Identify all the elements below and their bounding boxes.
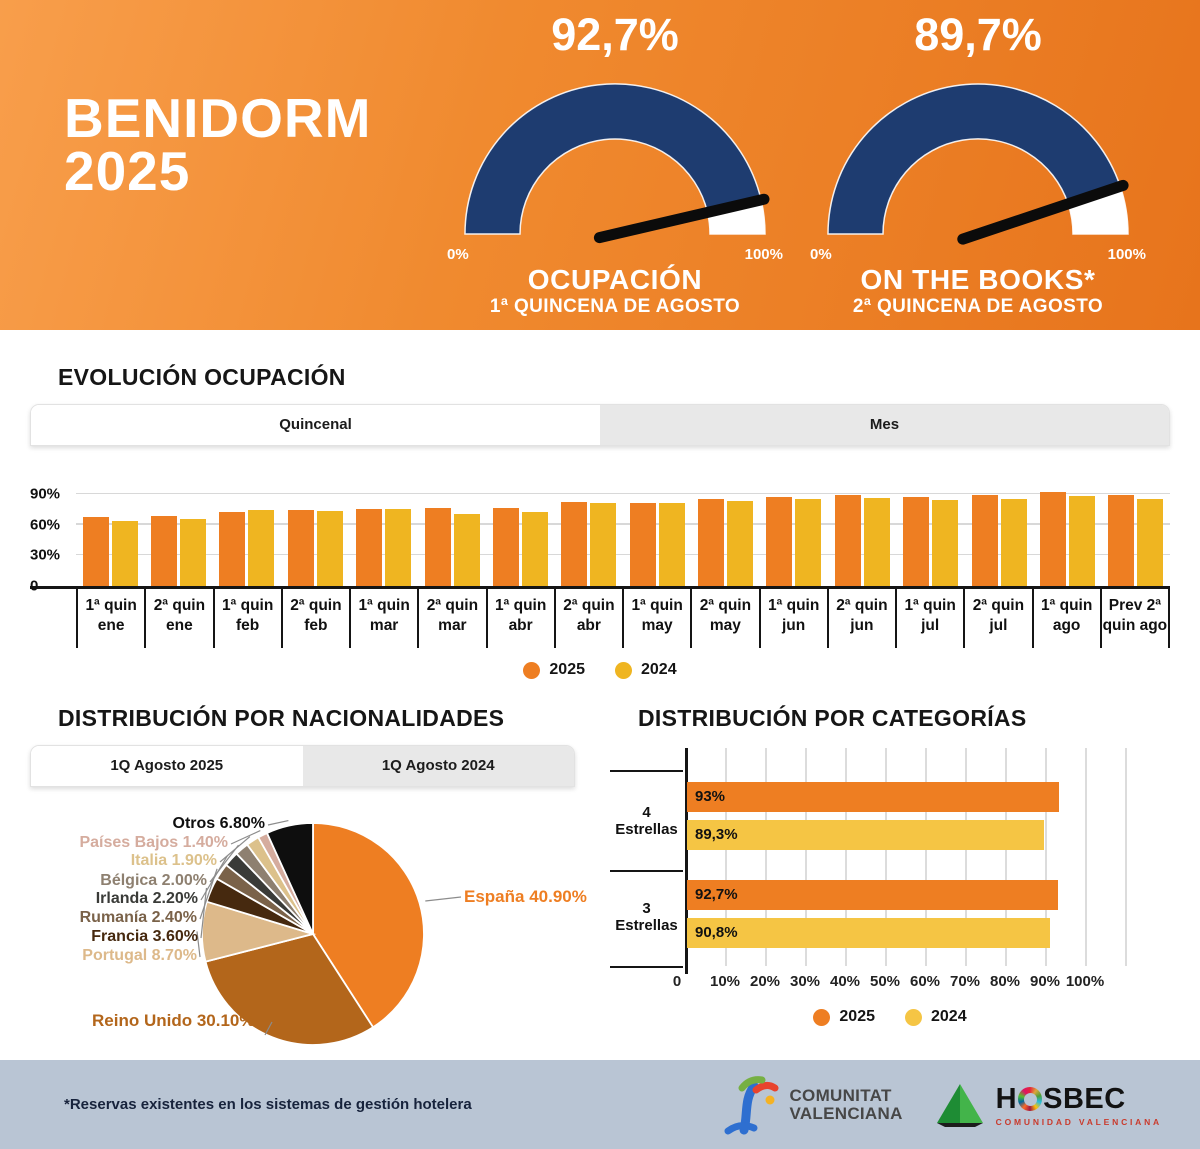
page-title <box>64 87 372 203</box>
bar-2025-2ª-quin-abr <box>561 502 587 586</box>
evolution-title: EVOLUCIÓN OCUPACIÓN <box>58 364 346 390</box>
bar-group <box>144 516 212 586</box>
hosbec-subtext: COMUNIDAD VALENCIANA <box>995 1116 1162 1127</box>
x-axis-tick-label: 10% <box>709 973 741 991</box>
bar-group <box>350 509 418 587</box>
quincenal-plot <box>30 480 1170 595</box>
bar-2025-2ª-quin-mar <box>425 508 451 587</box>
bar-group <box>555 502 623 586</box>
comunitat-valenciana-logo <box>720 1074 902 1136</box>
hbar-2025-3-estrellas: 92,7% <box>687 880 1058 910</box>
bar-2025-1ª-quin-may <box>630 503 656 586</box>
bar-group <box>897 497 965 586</box>
y-axis-tick-label: 0 <box>30 577 39 595</box>
legend-dot-2025 <box>813 1009 830 1026</box>
x-axis-category-label: 1ª quin ago <box>1032 589 1100 648</box>
x-axis-tick-label: 0 <box>672 973 682 991</box>
page-title-line2: 2025 <box>64 140 191 203</box>
bar-2025-2ª-quin-feb <box>288 510 314 586</box>
legend-label-2025: 2025 <box>549 661 585 679</box>
hosbec-logo <box>933 1082 1162 1128</box>
categories-plot <box>610 748 1130 966</box>
bar-2025-2ª-quin-may <box>698 499 724 586</box>
tab-1q-agosto-2025[interactable]: 1Q Agosto 2025 <box>31 746 303 786</box>
bar-group <box>691 499 759 586</box>
bar-group <box>213 510 281 586</box>
bar-2024-1ª-quin-mar <box>385 509 411 587</box>
pie-label-reino-unido: Reino Unido 30.10% <box>92 1011 255 1031</box>
legend-dot-2024 <box>905 1009 922 1026</box>
x-axis-tick-label: 20% <box>749 973 781 991</box>
legend-label-2024: 2024 <box>641 661 677 679</box>
x-axis-category-label: 2ª quin jun <box>827 589 895 648</box>
x-axis-tick-label: 40% <box>829 973 861 991</box>
category-label-3-estrellas: 3 Estrellas <box>610 868 683 968</box>
gauge-scale <box>445 246 785 263</box>
y-axis-tick-label: 90% <box>30 485 61 503</box>
categories-xticks <box>610 971 1130 995</box>
bar-group <box>760 497 828 586</box>
x-axis-category-label: 2ª quin abr <box>554 589 622 648</box>
legend-dot-2025 <box>523 662 540 679</box>
bar-2025-1ª-quin-jul <box>903 497 929 586</box>
bar-2025-1ª-quin-mar <box>356 509 382 587</box>
bar-2024-2ª-quin-jun <box>864 498 890 586</box>
bar-2024-Prev-2ª-quin-ago <box>1137 499 1163 586</box>
x-axis-tick-label: 70% <box>949 973 981 991</box>
cv-line1: COMUNITAT <box>789 1085 892 1105</box>
lower-section <box>0 705 1200 1055</box>
tab-mes[interactable]: Mes <box>600 405 1169 445</box>
bar-2024-1ª-quin-jun <box>795 499 821 586</box>
x-axis-category-label: 2ª quin jul <box>963 589 1031 648</box>
bar-2025-1ª-quin-jun <box>766 497 792 586</box>
gauge-ocupacion <box>445 10 785 318</box>
hosbec-text-part: SBEC <box>1043 1082 1126 1115</box>
y-axis-tick-label: 60% <box>30 516 61 534</box>
pie-label-irlanda: Irlanda 2.20% <box>95 890 198 908</box>
gauge-ocupacion-label: OCUPACIÓN <box>527 263 703 295</box>
pie-label-países-bajos: Países Bajos 1.40% <box>79 834 228 852</box>
legend-label-2024: 2024 <box>931 1008 967 1026</box>
x-axis-category-label: 1ª quin feb <box>213 589 281 648</box>
hbar-2024-3-estrellas: 90,8% <box>687 918 1050 948</box>
legend-item-2024 <box>905 1008 967 1026</box>
sdg-ring-icon <box>1018 1087 1042 1111</box>
hosbec-text-part: H <box>995 1082 1018 1115</box>
pie-label-rumanía: Rumanía 2.40% <box>79 909 197 927</box>
legend-item-2025 <box>523 661 585 679</box>
bar-group <box>281 510 349 586</box>
bar-2024-1ª-quin-feb <box>248 510 274 586</box>
gauge-min-label: 0% <box>810 245 832 263</box>
bar-group <box>965 495 1033 586</box>
legend-item-2025 <box>813 1008 875 1026</box>
x-axis-category-label: 1ª quin abr <box>486 589 554 648</box>
x-axis-category-label: 1ª quin jul <box>895 589 963 648</box>
pie-label-francia: Francia 3.60% <box>91 928 198 946</box>
legend-label-2025: 2025 <box>839 1008 875 1026</box>
bar-group <box>623 503 691 586</box>
x-axis-tick-label: 60% <box>909 973 941 991</box>
nationalities-title: DISTRIBUCIÓN POR NACIONALIDADES <box>58 705 505 732</box>
gauge-min-label: 0% <box>447 245 469 263</box>
nationalities-section <box>30 705 587 1055</box>
pie-label-portugal: Portugal 8.70% <box>82 947 197 965</box>
x-axis-tick-label: 50% <box>869 973 901 991</box>
bar-2024-1ª-quin-abr <box>522 512 548 586</box>
gauge-scale <box>808 246 1148 263</box>
bars-area <box>76 480 1170 586</box>
pie-label-italia: Italia 1.90% <box>130 852 217 870</box>
gridline <box>1085 748 1087 966</box>
tab-quincenal[interactable]: Quincenal <box>31 405 600 445</box>
bar-2024-2ª-quin-feb <box>317 511 343 586</box>
x-axis-category-label: 1ª quin mar <box>349 589 417 648</box>
gauge-max-label: 100% <box>744 245 783 263</box>
pie-label-bélgica: Bélgica 2.00% <box>100 872 207 890</box>
x-axis-category-label: 2ª quin ene <box>144 589 212 648</box>
bar-2025-Prev-2ª-quin-ago <box>1108 495 1134 586</box>
footer-logos <box>720 1074 1162 1136</box>
bar-group <box>1102 495 1170 586</box>
legend-item-2024 <box>615 661 677 679</box>
categories-section <box>610 705 1170 1055</box>
x-axis-category-label: 1ª quin jun <box>759 589 827 648</box>
pie-leader-line <box>425 897 461 901</box>
hosbec-pyramid-icon <box>933 1082 987 1128</box>
bar-2024-2ª-quin-jul <box>1001 499 1027 586</box>
gridline <box>1125 748 1127 966</box>
bar-group <box>418 508 486 587</box>
hosbec-wordmark <box>996 1083 1162 1116</box>
gauge-otb-label: ON THE BOOKS* <box>860 263 1096 295</box>
hosbec-wordmark-block <box>996 1083 1162 1127</box>
palm-tree-icon <box>720 1074 782 1136</box>
pie-label-otros: Otros 6.80% <box>172 815 265 833</box>
gauge-ocupacion-arc <box>445 62 785 246</box>
quincenal-category-row <box>76 589 1170 648</box>
x-axis-tick-label: 100% <box>1065 973 1105 991</box>
evolution-tabbar <box>30 404 1170 446</box>
x-axis-category-label: 2ª quin may <box>690 589 758 648</box>
x-axis-category-label: 1ª quin may <box>622 589 690 648</box>
nationalities-pie-chart <box>30 793 587 1055</box>
categories-chart <box>610 748 1130 995</box>
hbar-2025-4-estrellas: 93% <box>687 782 1059 812</box>
bar-2024-1ª-quin-may <box>659 503 685 586</box>
x-axis-category-label: 1ª quin ene <box>76 589 144 648</box>
bar-2025-2ª-quin-jul <box>972 495 998 586</box>
bar-2025-1ª-quin-abr <box>493 508 519 587</box>
x-axis-tick-label: 30% <box>789 973 821 991</box>
comunitat-valenciana-wordmark <box>789 1087 902 1122</box>
bar-2024-1ª-quin-ago <box>1069 496 1095 586</box>
bar-2025-1ª-quin-ene <box>83 517 109 586</box>
quincenal-chart <box>30 480 1170 648</box>
bar-2025-1ª-quin-ago <box>1040 492 1066 587</box>
footnote-disclaimer: *Reservas existentes en los sistemas de gestión hotelera <box>64 1096 472 1113</box>
gauge-max-label: 100% <box>1107 245 1146 263</box>
bar-group <box>1033 492 1101 587</box>
bar-2024-1ª-quin-jul <box>932 500 958 586</box>
gauge-otb-value: 89,7% <box>914 9 1042 60</box>
bar-2025-1ª-quin-feb <box>219 512 245 586</box>
bar-2024-2ª-quin-mar <box>454 514 480 586</box>
hbar-2024-4-estrellas: 89,3% <box>687 820 1044 850</box>
y-axis-tick-label: 30% <box>30 546 61 564</box>
bar-group <box>76 517 144 586</box>
evolution-legend <box>30 661 1170 679</box>
gauge-otb-arc <box>808 62 1148 246</box>
pie-label-españa: España 40.90% <box>464 887 587 907</box>
category-label-4-estrellas: 4 Estrellas <box>610 770 683 872</box>
pie-leader-line <box>268 821 288 825</box>
legend-dot-2024 <box>615 662 632 679</box>
bar-2025-2ª-quin-ene <box>151 516 177 586</box>
gauge-otb-sublabel: 2ª QUINCENA DE AGOSTO <box>852 295 1104 317</box>
gauge-ocupacion-sublabel: 1ª QUINCENA DE AGOSTO <box>489 295 741 317</box>
bar-2024-2ª-quin-ene <box>180 519 206 586</box>
bar-2025-2ª-quin-jun <box>835 495 861 586</box>
bar-group <box>486 508 554 587</box>
x-axis-category-label: Prev 2ª quin ago <box>1100 589 1168 648</box>
page-title-line1: BENIDORM <box>64 87 372 149</box>
hero-header <box>0 0 1200 330</box>
bar-2024-1ª-quin-ene <box>112 521 138 586</box>
bar-group <box>828 495 896 586</box>
bar-2024-2ª-quin-may <box>727 501 753 586</box>
categories-title: DISTRIBUCIÓN POR CATEGORÍAS <box>638 705 1027 732</box>
tab-1q-agosto-2024[interactable]: 1Q Agosto 2024 <box>303 746 575 786</box>
x-axis-category-label: 2ª quin feb <box>281 589 349 648</box>
x-axis-tick-label: 80% <box>989 973 1021 991</box>
gauge-ocupacion-value: 92,7% <box>551 9 679 60</box>
footer <box>0 1060 1200 1149</box>
bar-2024-2ª-quin-abr <box>590 503 616 586</box>
nationalities-tabbar <box>30 745 575 787</box>
categories-legend <box>610 1008 1170 1026</box>
x-axis-tick-label: 90% <box>1029 973 1061 991</box>
gauge-on-the-books <box>808 10 1148 318</box>
evolution-section <box>0 330 1200 679</box>
x-axis-category-label: 2ª quin mar <box>417 589 485 648</box>
cv-line2: VALENCIANA <box>789 1103 903 1123</box>
